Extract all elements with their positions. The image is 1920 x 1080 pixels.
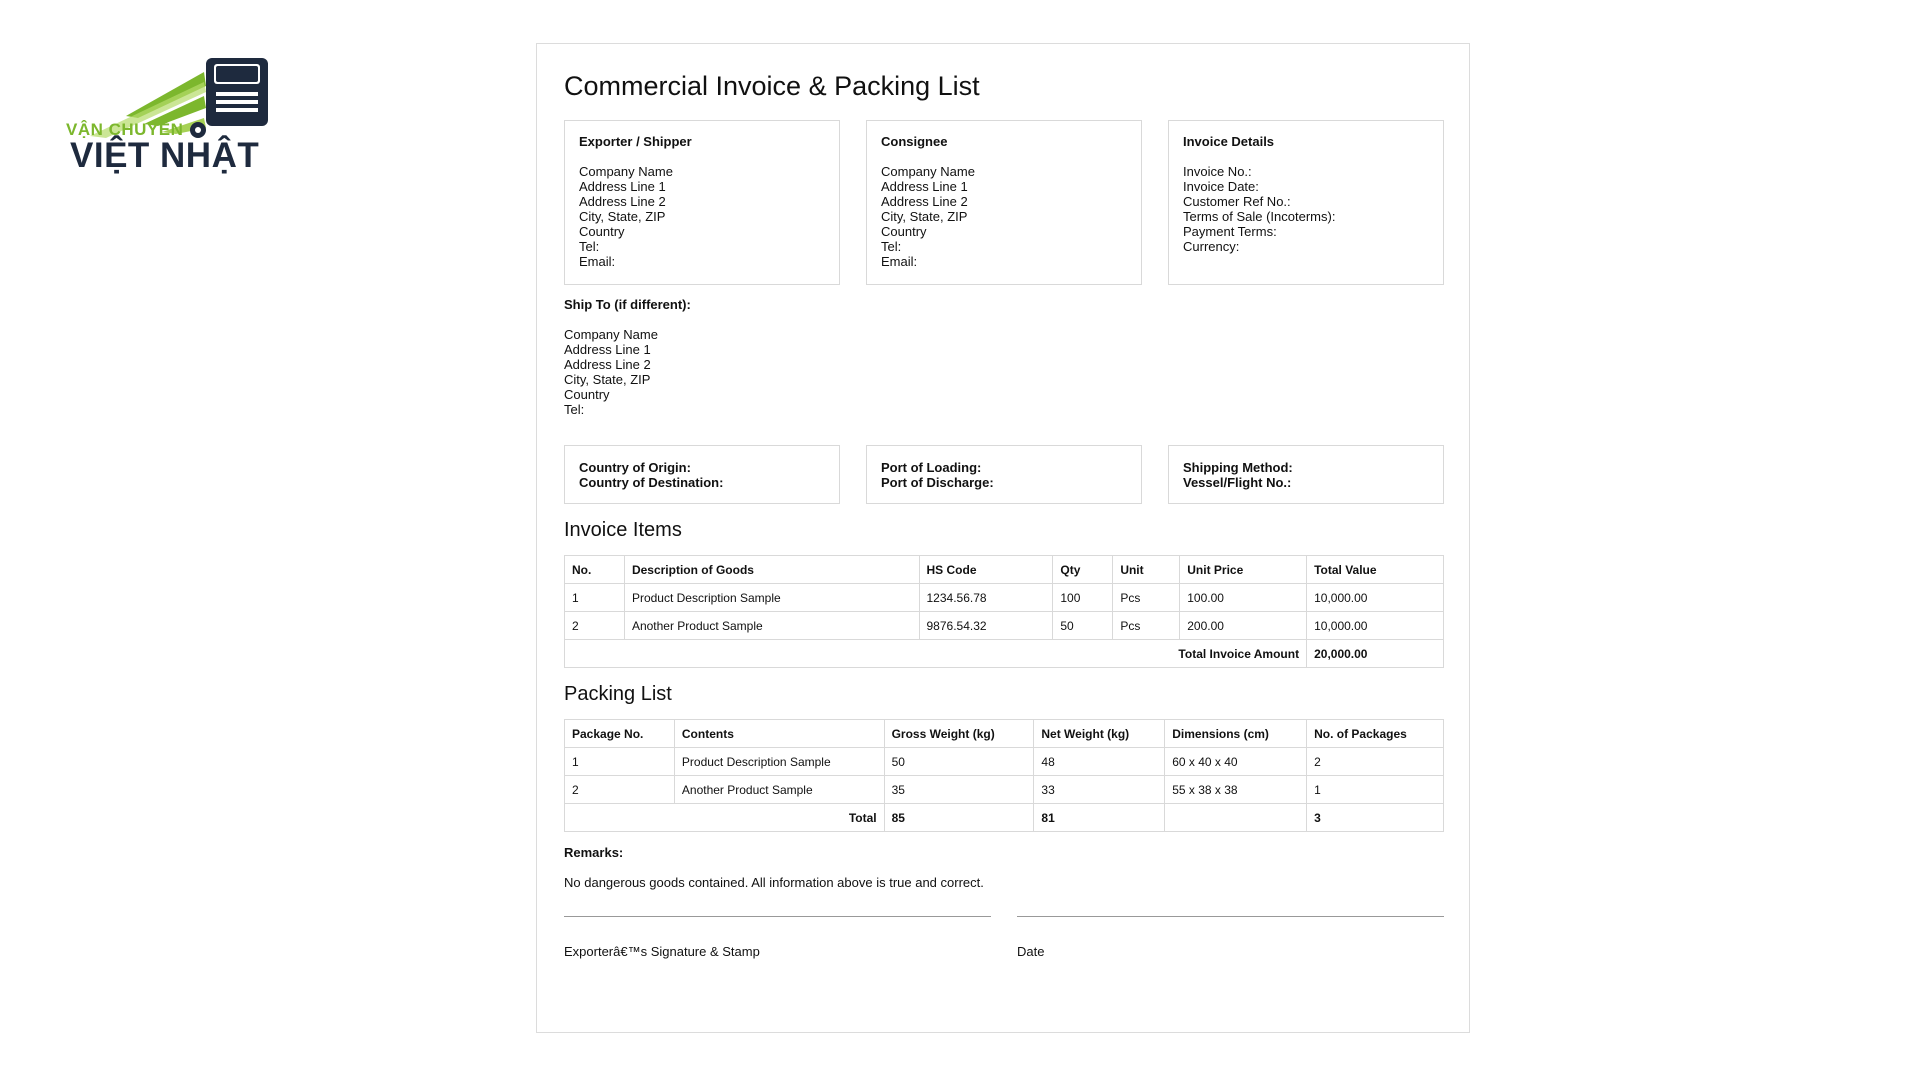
table-cell: 1 (565, 584, 625, 612)
table-cell: 60 x 40 x 40 (1165, 748, 1307, 776)
signature-line (564, 916, 991, 917)
table-header-row (565, 720, 1444, 748)
ship-to-line: Country (564, 387, 610, 402)
invoice-details-box (1168, 120, 1444, 285)
column-header: HS Code (919, 556, 1053, 584)
table-cell: Another Product Sample (674, 776, 884, 804)
table-cell: 9876.54.32 (919, 612, 1053, 640)
exporter-line: Address Line 1 (579, 179, 666, 194)
ship-to-line: City, State, ZIP (564, 372, 651, 387)
consignee-line: Address Line 2 (881, 194, 968, 209)
document-title: Commercial Invoice & Packing List (564, 71, 980, 101)
column-header: Description of Goods (624, 556, 919, 584)
column-header: Contents (674, 720, 884, 748)
remarks-text: No dangerous goods contained. All information above is true and correct. (564, 875, 984, 890)
origin-destination-box (564, 445, 840, 504)
vessel-flight-label: Vessel/Flight No.: (1183, 475, 1292, 490)
packing-total-label: Total (565, 804, 885, 832)
column-header: Unit Price (1180, 556, 1307, 584)
table-cell: 35 (884, 776, 1034, 804)
exporter-line: Tel: (579, 239, 600, 254)
date-label: Date (1017, 944, 1045, 959)
table-cell: 100 (1053, 584, 1113, 612)
table-cell: 50 (884, 748, 1034, 776)
table-cell: 2 (565, 776, 675, 804)
table-cell: 10,000.00 (1307, 584, 1444, 612)
shipping-boxes (564, 445, 1444, 504)
ship-to-line: Company Name (564, 327, 658, 342)
exporter-line: Company Name (579, 164, 673, 179)
column-header: No. of Packages (1307, 720, 1444, 748)
table-cell: 2 (1307, 748, 1444, 776)
consignee-line: Email: (881, 254, 918, 269)
exporter-line: Email: (579, 254, 616, 269)
packing-list-table (564, 719, 1444, 832)
total-packages: 3 (1307, 804, 1444, 832)
table-cell: 55 x 38 x 38 (1165, 776, 1307, 804)
consignee-line: Company Name (881, 164, 975, 179)
table-cell: 10,000.00 (1307, 612, 1444, 640)
table-row (565, 776, 1444, 804)
table-cell: Pcs (1113, 584, 1180, 612)
table-cell: Pcs (1113, 612, 1180, 640)
port-discharge-label: Port of Discharge: (881, 475, 994, 490)
packing-list-title: Packing List (564, 683, 672, 705)
date-signature (1017, 916, 1444, 959)
origin-label: Country of Origin: (579, 460, 691, 475)
total-gross-weight: 85 (884, 804, 1034, 832)
exporter-box (564, 120, 840, 285)
column-header: Net Weight (kg) (1034, 720, 1165, 748)
invoice-items-table (564, 555, 1444, 668)
ship-to-line: Tel: (564, 402, 585, 417)
table-cell: 100.00 (1180, 584, 1307, 612)
company-logo (66, 52, 306, 180)
ship-to-line: Address Line 2 (564, 357, 651, 372)
invoice-details-line: Terms of Sale (Incoterms): (1183, 209, 1336, 224)
party-boxes (564, 120, 1444, 285)
invoice-details-line: Invoice No.: (1183, 164, 1252, 179)
table-cell: 200.00 (1180, 612, 1307, 640)
signature-label: Exporterâ€™s Signature & Stamp (564, 944, 760, 959)
exporter-heading: Exporter / Shipper (579, 134, 692, 149)
logo-wordmark: VIỆT NHẬT (70, 136, 260, 175)
table-cell: 1 (1307, 776, 1444, 804)
exporter-line: Country (579, 224, 625, 239)
invoice-document (536, 43, 1470, 1033)
total-net-weight: 81 (1034, 804, 1165, 832)
ship-to-line: Address Line 1 (564, 342, 651, 357)
ship-to-section (564, 297, 1444, 417)
column-header: Unit (1113, 556, 1180, 584)
logo-tagline: VẬN CHUYỂN (66, 120, 184, 139)
consignee-box (866, 120, 1142, 285)
invoice-details-line: Currency: (1183, 239, 1240, 254)
table-cell: Another Product Sample (624, 612, 919, 640)
consignee-heading: Consignee (881, 134, 948, 149)
ports-box (866, 445, 1142, 504)
consignee-line: City, State, ZIP (881, 209, 968, 224)
table-row (565, 748, 1444, 776)
invoice-details-line: Customer Ref No.: (1183, 194, 1291, 209)
port-loading-label: Port of Loading: (881, 460, 982, 475)
column-header: No. (565, 556, 625, 584)
date-line (1017, 916, 1444, 917)
table-cell: 1 (565, 748, 675, 776)
invoice-items-title: Invoice Items (564, 519, 682, 541)
invoice-details-heading: Invoice Details (1183, 134, 1275, 149)
remarks-heading: Remarks: (564, 845, 624, 860)
consignee-line: Address Line 1 (881, 179, 968, 194)
column-header: Qty (1053, 556, 1113, 584)
invoice-details-line: Invoice Date: (1183, 179, 1259, 194)
consignee-line: Country (881, 224, 927, 239)
exporter-line: Address Line 2 (579, 194, 666, 209)
table-cell: 2 (565, 612, 625, 640)
total-dimensions (1165, 804, 1307, 832)
table-cell: 33 (1034, 776, 1165, 804)
invoice-total-row (565, 640, 1444, 668)
ship-to-heading: Ship To (if different): (564, 297, 691, 312)
shipping-method-label: Shipping Method: (1183, 460, 1293, 475)
table-cell: Product Description Sample (624, 584, 919, 612)
table-row (565, 612, 1444, 640)
destination-label: Country of Destination: (579, 475, 724, 490)
table-cell: 48 (1034, 748, 1165, 776)
total-invoice-label: Total Invoice Amount (565, 640, 1307, 668)
exporter-line: City, State, ZIP (579, 209, 666, 224)
table-cell: Product Description Sample (674, 748, 884, 776)
table-row (565, 584, 1444, 612)
column-header: Dimensions (cm) (1165, 720, 1307, 748)
exporter-signature (564, 916, 991, 959)
packing-total-row (565, 804, 1444, 832)
invoice-details-line: Payment Terms: (1183, 224, 1277, 239)
consignee-line: Tel: (881, 239, 902, 254)
column-header: Package No. (565, 720, 675, 748)
column-header: Total Value (1307, 556, 1444, 584)
column-header: Gross Weight (kg) (884, 720, 1034, 748)
table-header-row (565, 556, 1444, 584)
shipping-method-box (1168, 445, 1444, 504)
signature-section (564, 916, 1444, 959)
table-cell: 1234.56.78 (919, 584, 1053, 612)
table-cell: 50 (1053, 612, 1113, 640)
total-invoice-value: 20,000.00 (1307, 640, 1444, 668)
